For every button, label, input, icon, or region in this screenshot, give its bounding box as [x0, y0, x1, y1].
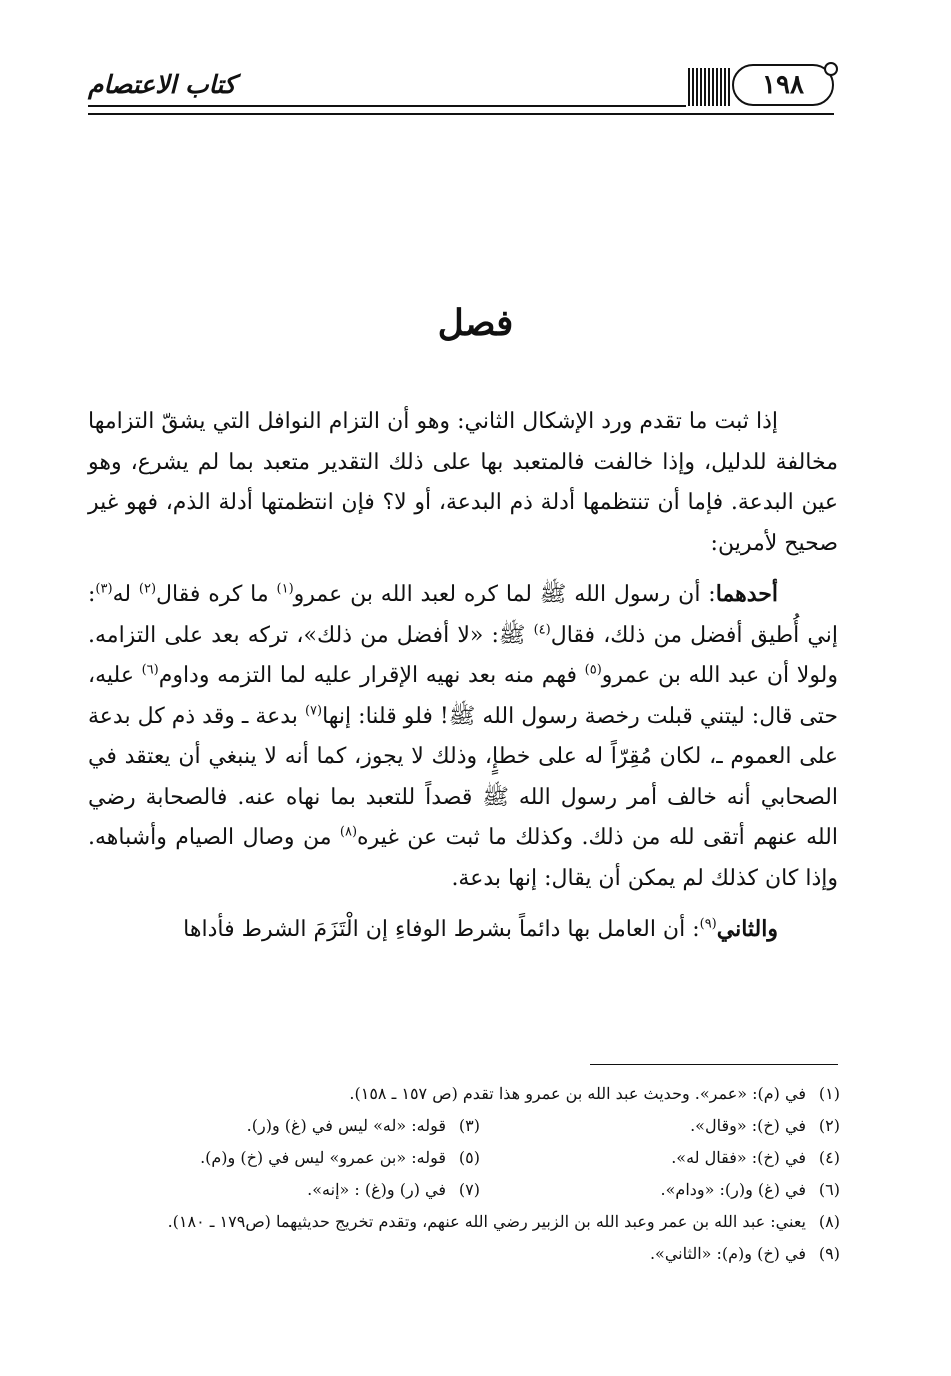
footnote-ref: (٢) [138, 581, 157, 597]
footnote-text: يعني: عبد الله بن عمر وعبد الله بن الزبير رضي الله عنهم، وتقدم تخريج حديثيهما (ص١٧٩ ـ ١٨٠). [167, 1212, 806, 1231]
footnote-text: في (غ) و(ر): «ودام». [660, 1180, 806, 1199]
header-rule-lower [88, 113, 834, 115]
footnote-ref: (٣) [95, 581, 113, 597]
header-ornament [688, 68, 730, 106]
footnote-ref: (٩) [699, 916, 717, 932]
text-run: ما كره فقال [156, 582, 277, 607]
section-heading: فصل [437, 302, 514, 344]
footnote-number: (٤) [818, 1148, 840, 1167]
footnote-row [88, 1142, 840, 1174]
footnote-ref: (٤) [533, 622, 551, 638]
footnote-text: في (خ): «فقال له». [671, 1148, 806, 1167]
text-run: بدعة ـ وقد ذم كل بدعة على العموم ـ، لكان مُقِرّاً له على خطإٍ، وذلك لا يجوز، كما أنه لا ينبغي أن يعتقد في الصحابي أنه خالف أمر رسول الله ﷺ قصداً للتعبد بما نهاه عنه. فالصحابة رضي الله عنهم أتقى لله من ذلك. وكذلك ما ثبت عن غيره [88, 703, 838, 850]
footnote-text: قوله: «له» ليس في (غ) و(ر). [246, 1116, 446, 1135]
footnote-3 [120, 1110, 480, 1142]
footnote-number: (٧) [458, 1180, 480, 1199]
text-run: ﷺ: «لا أفضل من ذلك»، تركه بعد على التزامه. ولولا أن عبد الله بن عمرو [88, 622, 839, 688]
paragraph-first-reason [88, 574, 838, 899]
footnotes [88, 1078, 840, 1270]
footnote-ref: (٦) [141, 662, 159, 678]
text-run: عليه، حتى قال: ليتني قبلت رخصة رسول الله ﷺ! فلو قلنا: إنها [88, 663, 838, 729]
footnote-number: (٥) [458, 1148, 480, 1167]
footnote-4 [480, 1142, 840, 1174]
paragraph-second-reason [88, 909, 838, 951]
footnote-text: في (خ): «وقال». [690, 1116, 806, 1135]
text-run: : أن العامل بها دائماً بشرط الوفاءِ إن الْتَزَمَ الشرط فأداها [183, 917, 700, 942]
footnote-text: في (ر) و(غ) : «إنه». [307, 1180, 446, 1199]
page-number: ١٩٨ [762, 70, 804, 100]
paragraph-lead: والثاني [716, 916, 778, 942]
footnote-2 [480, 1110, 840, 1142]
footnote-number: (٣) [458, 1116, 480, 1135]
text-run: فهم منه بعد نهيه الإقرار عليه لما التزمه وداوم [158, 663, 585, 688]
footnote-row [88, 1110, 840, 1142]
paragraph-lead: أحدهما [715, 581, 778, 607]
footnote-ref: (٧) [304, 703, 323, 719]
running-header [88, 60, 834, 120]
paragraph-intro: إذا ثبت ما تقدم ورد الإشكال الثاني: وهو أن التزام النوافل التي يشقّ التزامها مخالفة للدليل، وإذا خالفت فالمتعبد بها على ذلك التقدير متعبد بما لم يشرع، وهو عين البدعة. فإما أن تنتظمها أدلة ذم البدعة، أو لا؟ فإن انتظمتها أدلة الذم، فهو غير صحيح لأمرين: [88, 409, 838, 556]
footnote-number: (٨) [818, 1212, 840, 1231]
footnote-row [88, 1174, 840, 1206]
main-text [88, 402, 838, 961]
footnote-5 [120, 1142, 480, 1174]
footnote-9 [88, 1238, 840, 1270]
footnote-separator [590, 1064, 838, 1065]
footnote-number: (٢) [818, 1116, 840, 1135]
book-title: كتاب الاعتصام [88, 70, 236, 99]
text-run: له [112, 582, 139, 607]
text-run: من وصال الصيام وأشباهه. وإذا كان كذلك لم يمكن أن يقال: إنها بدعة. [88, 825, 838, 891]
footnote-number: (٩) [818, 1244, 840, 1263]
footnote-text: في (م): «عمر». وحديث عبد الله بن عمرو هذا تقدم (ص ١٥٧ ـ ١٥٨). [349, 1084, 806, 1103]
footnote-ref: (٥) [584, 662, 602, 678]
footnote-text: قوله: «بن عمرو» ليس في (خ) و(م). [200, 1148, 446, 1167]
footnote-number: (١) [818, 1084, 840, 1103]
footnote-6 [480, 1174, 840, 1206]
footnote-7 [120, 1174, 480, 1206]
footnote-1 [88, 1078, 840, 1110]
footnote-ref: (٨) [339, 824, 358, 840]
text-run: : إني أُطيق أفضل من ذلك، فقال [88, 582, 838, 648]
footnote-text: في (خ) و(م): «الثاني». [649, 1244, 806, 1263]
footnote-8 [88, 1206, 840, 1238]
page-number-badge [732, 64, 834, 106]
text-run: : أن رسول الله ﷺ لما كره لعبد الله بن عمرو [293, 582, 716, 607]
footnote-ref: (١) [276, 581, 294, 597]
footnote-number: (٦) [818, 1180, 840, 1199]
badge-ornament-dot [824, 62, 838, 76]
header-rule-upper [88, 105, 686, 107]
